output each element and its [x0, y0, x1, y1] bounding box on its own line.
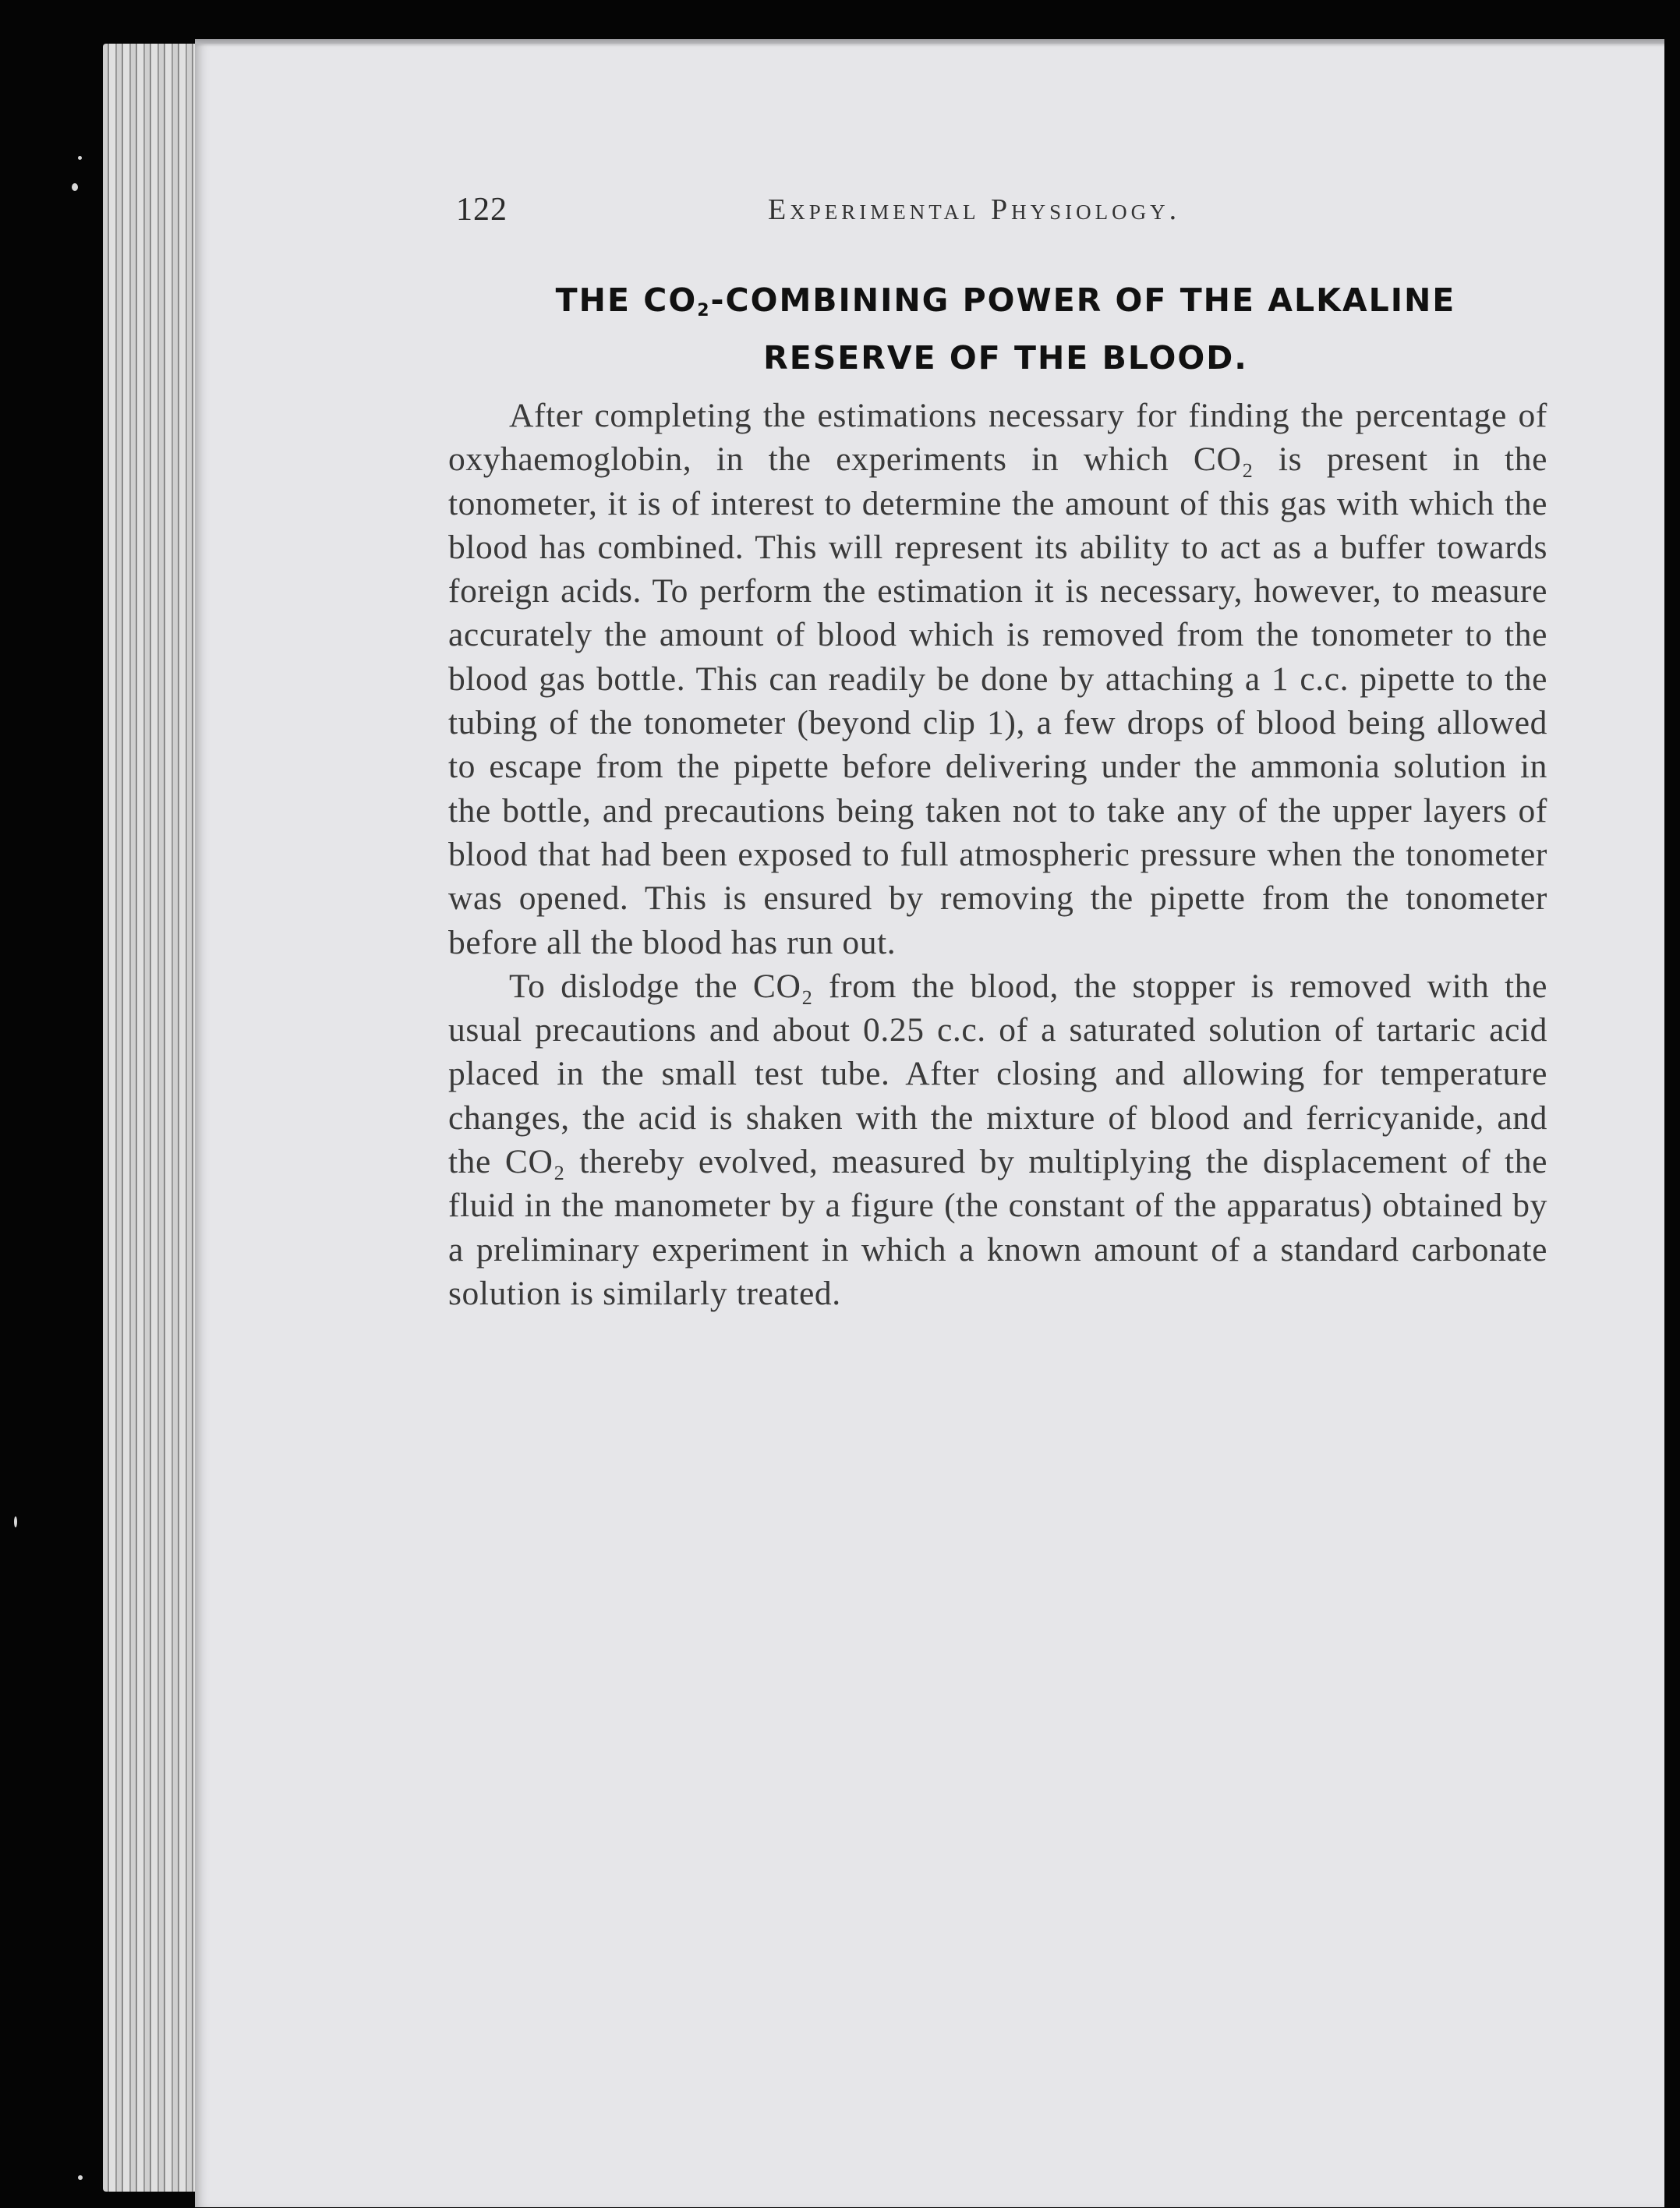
title-subscript: 2	[697, 301, 711, 320]
body-text	[448, 394, 1547, 1315]
title-line-1-end: -COMBINING POWER OF THE ALKALINE	[710, 281, 1456, 319]
scan-speck	[78, 2175, 83, 2180]
title-line-2: RESERVE OF THE BLOOD.	[763, 339, 1248, 377]
scan-speck	[78, 156, 82, 160]
title-line-1-start: THE CO	[555, 281, 698, 319]
paragraph-2: To dislodge the CO₂ from the blood, the stopper is removed with the usual precautions and about 0.25 c.c. of a saturated solution of tartaric acid placed in the small test tube. After closing and allowing for temperature changes, the acid is shaken with the mixture of blood and ferricyanide, and the CO₂ thereby evolved, measured by multiplying the displacement of the fluid in the manometer by a figure (the constant of the apparatus) obtained by a preliminary experiment in which a known amount of a standard carbonate solution is similarly treated.	[448, 967, 1547, 1312]
section-title	[460, 277, 1551, 381]
paragraph-1: After completing the estimations necessary for finding the percentage of oxyhaemoglobin, in the experiments in which CO₂ is present in the tonometer, it is of interest to determine the amount of this gas with which the blood has combined. This will represent its ability to act as a buffer towards foreign acids. To perform the estimation it is necessary, however, to measure accurately the amount of blood which is removed from the tonometer to the blood gas bottle. This can readily be done by attaching a 1 c.c. pipette to the tubing of the tonometer (beyond clip 1), a few drops of blood being allowed to escape from the pipette before delivering under the ammonia solution in the bottle, and precautions being taken not to take any of the upper layers of blood that had been exposed to full atmospheric pressure when the tonometer was opened. This is ensured by removing the pipette from the tonometer before all the blood has run out.	[448, 397, 1547, 961]
title-line-1	[460, 277, 1551, 334]
page-header	[456, 191, 1547, 238]
scan-speck	[72, 183, 78, 191]
scan-speck	[14, 1516, 17, 1527]
page-top-shadow	[195, 39, 1664, 47]
running-head: Experimental Physiology.	[768, 193, 1181, 226]
page-number: 122	[456, 192, 508, 228]
